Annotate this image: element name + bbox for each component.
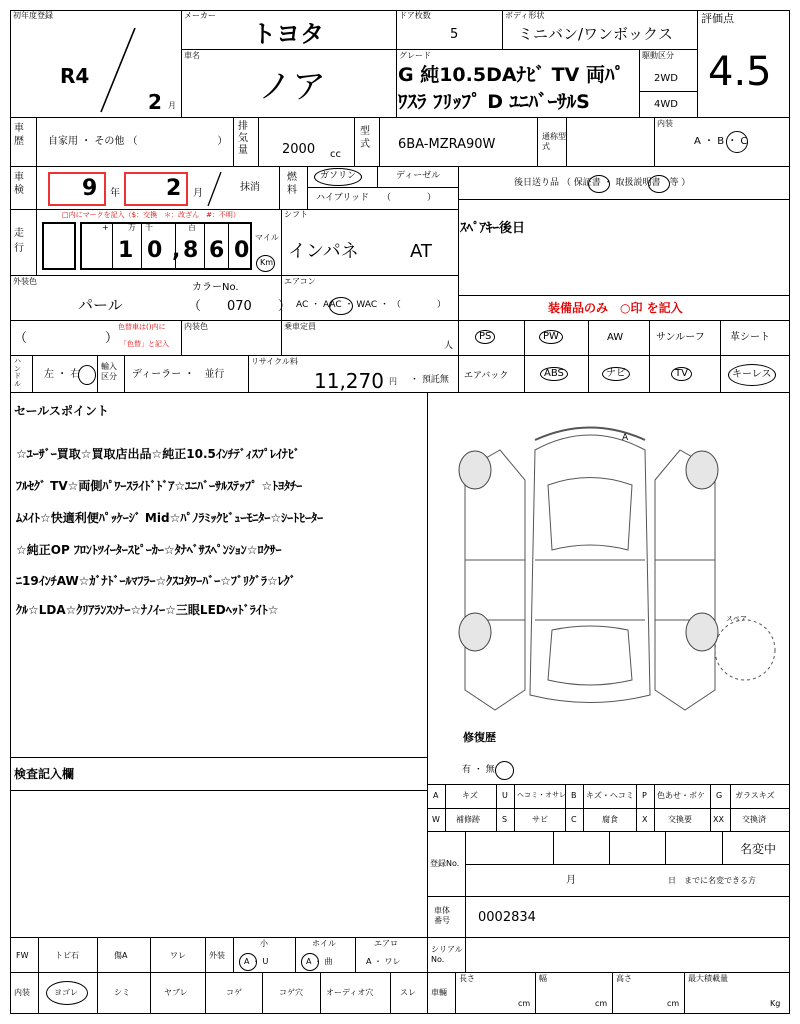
- wheel-a-circle: [301, 953, 319, 971]
- legend-code: W: [432, 815, 440, 824]
- interior-item: コゲ: [226, 988, 242, 997]
- drive-4wd: 4WD: [654, 99, 678, 110]
- spare-key: ｽﾍﾟｱｷｰ後日: [460, 221, 526, 236]
- legend-text: ヘコミ・オサレ: [517, 791, 566, 799]
- chassis-number: 0002834: [478, 910, 536, 925]
- legend-code: XX: [713, 815, 724, 824]
- legend-text: 色あせ・ボケ: [657, 791, 705, 800]
- drive-2wd: 2WD: [654, 73, 678, 84]
- legend-text: サビ: [532, 815, 548, 824]
- displacement: 2000: [282, 142, 316, 157]
- color-change-note1: 色替車は()内に: [118, 323, 166, 331]
- legend-code: G: [716, 791, 723, 800]
- fuel-hybrid: ハイブリッド: [316, 193, 370, 203]
- equip-tv[interactable]: TV: [671, 367, 692, 381]
- car-right-side: [655, 450, 715, 710]
- wheel-front-right: [686, 451, 718, 489]
- unit-10k: 万: [128, 223, 136, 232]
- fuel-label: 燃料: [287, 172, 297, 196]
- era: R4: [60, 64, 90, 88]
- legend-code: U: [502, 791, 508, 800]
- length-label: 長さ: [459, 974, 475, 983]
- legend-code: X: [642, 815, 648, 824]
- recycle-deposit: ・ 預託無: [410, 375, 449, 385]
- sales-line: ｸﾙ☆LDA☆ｸﾘｱﾗﾝｽｿﾅｰ☆ﾅﾉｲｰ☆三眼LEDﾍｯﾄﾞﾗｲﾄ☆: [16, 603, 279, 617]
- mileage-mark-box: [42, 222, 76, 270]
- small-label: 小: [260, 939, 268, 948]
- car-diagram: [440, 410, 780, 720]
- insp-year: 9: [82, 176, 98, 201]
- inspection-notes-title: 検査記入欄: [14, 767, 75, 781]
- equip-keyless[interactable]: キーレス: [732, 369, 772, 380]
- equip-airbag[interactable]: エアバック: [464, 371, 509, 381]
- interior-item: オーディオ穴: [326, 988, 374, 997]
- interior-grade-label: 内装: [657, 119, 673, 128]
- docs-circle-warranty: [588, 175, 610, 193]
- wheel-label: ホイル: [312, 939, 336, 948]
- repair-options: 有 ・ 無: [462, 765, 495, 775]
- unit-100: 百: [188, 223, 196, 232]
- maker-label: メーカー: [184, 11, 216, 20]
- equip-abs[interactable]: ABS: [540, 367, 568, 381]
- score-label: 評価点: [701, 12, 734, 25]
- equip-ps[interactable]: PS: [475, 330, 495, 344]
- import: ディーラー ・ 並行: [132, 369, 225, 380]
- fw-item: トビ石: [55, 951, 79, 960]
- import-label: 輸入区分: [101, 362, 117, 381]
- sales-line: ﾑﾒｲﾄ☆快適利便ﾊﾟｯｹｰｼﾞ Mid☆ﾊﾟﾉﾗﾐｯｸﾋﾞｭｰﾓﾆﾀｰ☆ｼｰﾄﾋｰﾀｰ: [16, 511, 324, 525]
- wheel-opts: A ・ 曲: [306, 957, 333, 966]
- sales-line: ☆純正OP ﾌﾛﾝﾄﾂｲｰﾀｰｽﾋﾟｰｶｰ☆ﾀﾅﾍﾞｻｽﾍﾟﾝｼｮﾝ☆ﾛｸｻｰ: [16, 543, 282, 557]
- legend-code: B: [571, 791, 577, 800]
- model: 6BA-MZRA90W: [398, 137, 496, 152]
- legend-code: P: [642, 791, 647, 800]
- equip-aw[interactable]: AW: [607, 332, 624, 343]
- body-label: ボディ形状: [505, 11, 545, 20]
- equip-keyless-circle: [728, 364, 776, 386]
- serial-label: シリアルNo.: [431, 945, 463, 965]
- spare-label: スペア: [726, 615, 747, 623]
- insp-month: 2: [166, 176, 182, 201]
- shift: インパネ: [288, 241, 359, 262]
- repair-label: 修復歴: [463, 731, 496, 744]
- mileage-comma: ,: [172, 238, 181, 263]
- fw-item: ワレ: [170, 951, 186, 960]
- displacement-label: 排気量: [238, 121, 248, 156]
- legend-text: 腐食: [602, 815, 618, 824]
- unit-plus: +: [102, 223, 109, 232]
- length-unit: cm: [518, 999, 531, 1008]
- sales-points-title: セールスポイント: [14, 404, 109, 418]
- stain-circle: [46, 981, 88, 1005]
- registration-label: 登録No.: [430, 859, 460, 868]
- grade-label: グレード: [399, 51, 431, 60]
- handle-circle: [78, 365, 96, 385]
- mileage-digit-1: 1: [118, 238, 134, 263]
- interior-item: シミ: [114, 988, 130, 997]
- legend-text: 補修跡: [456, 815, 480, 824]
- height-label: 高さ: [616, 974, 632, 983]
- wheel-front-left: [459, 451, 491, 489]
- first-reg-label: 初年度登録: [13, 11, 53, 20]
- km-label: Km: [260, 258, 274, 267]
- footer-interior-label: 内装: [14, 988, 30, 997]
- inspection-slash: [205, 170, 225, 208]
- sales-line: ﾌﾙｾｸﾞ TV☆両側ﾊﾟﾜｰｽﾗｲﾄﾞﾄﾞｱ☆ﾕﾆﾊﾞｰｻﾙｽﾃｯﾌﾟ ☆ﾄﾖﾀﾁｰ: [16, 479, 303, 493]
- reg-month-unit: 月: [168, 101, 176, 110]
- repair-none-circle: [495, 761, 514, 780]
- fuel-gasoline-circle: [314, 168, 362, 186]
- recycle-label: リサイクル料: [251, 357, 298, 366]
- small-opts: A ・ U: [244, 957, 269, 966]
- sales-line: ☆ﾕｰｻﾞｰ買取☆買取店出品☆純正10.5ｲﾝﾁﾃﾞｨｽﾌﾟﾚｲﾅﾋﾞ: [16, 447, 300, 461]
- color-change-note2: 「色替」と記入: [120, 340, 169, 348]
- footer-exterior-label: 外装: [209, 951, 225, 960]
- doors: 5: [450, 27, 459, 42]
- aero-opts: A ・ ワレ: [366, 957, 401, 966]
- spare-tire: [715, 620, 775, 680]
- notes-cell: [458, 199, 790, 296]
- color-no: （ 070 ）: [188, 299, 291, 314]
- cc-unit: cc: [330, 149, 341, 160]
- equip-sunroof[interactable]: サンルーフ: [656, 332, 705, 343]
- width-label: 幅: [539, 974, 547, 983]
- car-name: ノア: [258, 67, 326, 107]
- width-unit: cm: [595, 999, 608, 1008]
- model-label: 型式: [360, 126, 370, 150]
- recycle-amount: 11,270: [314, 369, 384, 393]
- equip-title: 装備品のみ ○印 を記入: [548, 301, 683, 315]
- ac-options: AC ・ AAC ・ WAC ・ （ ）: [296, 300, 446, 310]
- legend-code: A: [433, 791, 439, 800]
- weight-label: 最大積載量: [688, 974, 728, 983]
- reg-month: 2: [148, 90, 162, 114]
- fw-item: 傷A: [114, 951, 128, 960]
- interior-item: ヨゴレ: [54, 988, 78, 997]
- drive-label: 駆動区分: [642, 51, 674, 60]
- docs-text: 後日送り品 （ 保証書 ・ 取扱説明書 等 ）: [514, 178, 691, 188]
- handle-label: ハンドル: [14, 357, 21, 389]
- mileage-note: □内にマークを記入（$：交換 ＊：改ざん #：不明）: [62, 211, 240, 219]
- fuel-gasoline: ガソリン: [320, 171, 357, 181]
- name-change: 名変中: [740, 842, 777, 856]
- fuel-diesel: ディーゼル: [396, 171, 441, 181]
- insp-month-unit: 月: [193, 188, 203, 199]
- fuel-paren: （ ）: [382, 193, 437, 203]
- exterior-color-cell: [10, 275, 282, 321]
- wheel-rear-left: [459, 613, 491, 651]
- common-model-label: 通称型式: [542, 132, 566, 151]
- recycle-yen: 円: [389, 377, 397, 386]
- legend-code: C: [571, 815, 577, 824]
- legend-text: キズ: [462, 791, 478, 800]
- doors-label: ドア枚数: [399, 11, 431, 20]
- reg-day-note: 日 までに名変できる方: [668, 876, 756, 885]
- height-unit: cm: [667, 999, 680, 1008]
- chassis-label: 車体番号: [434, 906, 450, 925]
- ac-label: エアコン: [284, 277, 316, 286]
- capacity-unit: 人: [444, 341, 454, 351]
- ac-circle: [329, 297, 353, 315]
- color-change-paren: （ ）: [14, 331, 119, 346]
- equip-pw[interactable]: PW: [539, 330, 563, 344]
- legend-text: ガラスキズ: [735, 791, 775, 800]
- history-label: 車歴: [14, 123, 24, 147]
- equip-leather[interactable]: 革シート: [730, 332, 770, 343]
- score: 4.5: [708, 49, 772, 95]
- docs-circle-manual: [648, 175, 670, 193]
- size-label: 車輛: [431, 988, 447, 997]
- mileage-label: 走行: [14, 228, 24, 254]
- exterior-color: パール: [78, 296, 123, 314]
- shift-label: シフト: [284, 210, 308, 219]
- mileage-digit-3: 8: [183, 238, 199, 263]
- handle: 左 ・ 右: [44, 369, 81, 380]
- small-a-circle: [239, 953, 257, 971]
- fw-label: FW: [16, 951, 29, 960]
- grade-line1: G 純10.5DAﾅﾋﾞ TV 両ﾊﾟ: [398, 64, 624, 86]
- serial-cell: [427, 937, 790, 973]
- canceled: 抹消: [240, 182, 260, 193]
- weight-unit: Kg: [770, 999, 781, 1008]
- interior-color-label: 内装色: [184, 322, 208, 331]
- sales-line: ﾆ19ｲﾝﾁAW☆ｶﾞﾅﾄﾞｰﾙﾏﾌﾗｰ☆ｸｽｺﾀﾜｰﾊﾞｰ☆ﾌﾞﾘｸﾞﾗ☆ﾚｸﾞ: [16, 574, 296, 588]
- legend-text: 交換要: [668, 815, 692, 824]
- interior-item: スレ: [400, 988, 416, 997]
- date-slash: [95, 28, 145, 113]
- km-circle: [256, 255, 275, 272]
- inspection-notes-panel: [10, 757, 428, 938]
- unit-1k: 千: [145, 223, 153, 232]
- usage: 自家用 ・ その他 （ ）: [48, 136, 228, 147]
- maker: トヨタ: [252, 20, 324, 48]
- mileage-digit-5: 0: [234, 238, 250, 263]
- mileage-digit-4: 6: [209, 238, 225, 263]
- transmission: AT: [410, 241, 432, 262]
- reg-month-text: 月: [566, 875, 576, 886]
- aero-label: エアロ: [374, 939, 398, 948]
- interior-item: コゲ穴: [279, 988, 303, 997]
- legend-text: 交換済: [742, 815, 766, 824]
- body-type: ミニバン/ワンボックス: [518, 25, 673, 43]
- grade-line2: ﾜｽﾗ ﾌﾘｯﾌﾟ D ﾕﾆﾊﾞｰｻﾙS: [398, 91, 590, 113]
- interior-grade: A ・ B ・ C: [694, 136, 748, 147]
- color-no-label: カラーNo.: [192, 282, 239, 293]
- capacity-label: 乗車定員: [284, 322, 316, 331]
- inspection-label: 車検: [14, 172, 24, 196]
- legend-code: S: [502, 815, 508, 824]
- name-label: 車名: [184, 51, 200, 60]
- interior-grade-circle: [726, 131, 748, 153]
- mileage-digit-2: 0: [147, 238, 163, 263]
- exterior-color-label: 外装色: [13, 277, 37, 286]
- legend-text: キズ・ヘコミ: [586, 791, 634, 800]
- interior-item: ヤブレ: [164, 988, 188, 997]
- year-unit: 年: [110, 188, 120, 199]
- equip-navi[interactable]: ナビ: [602, 367, 630, 381]
- car-top-view: [530, 435, 650, 703]
- mile-label: マイル: [255, 233, 279, 242]
- wheel-rear-right: [686, 613, 718, 651]
- damage-mark-a: A: [622, 433, 629, 443]
